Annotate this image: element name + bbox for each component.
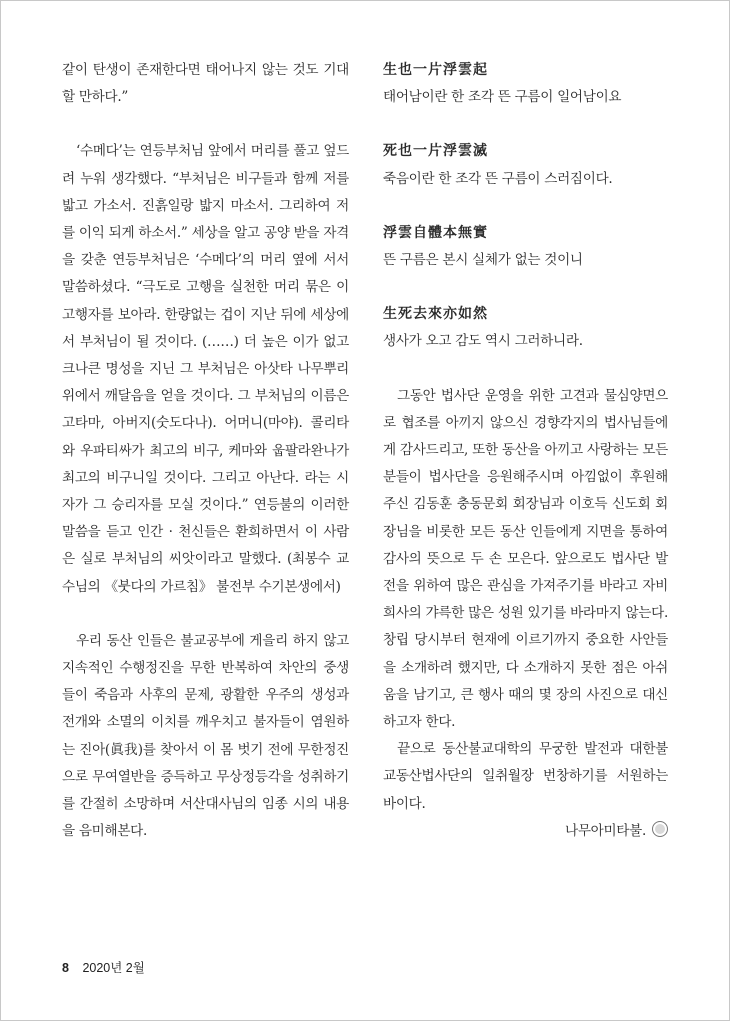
closing-text: 나무아미타불. [564, 822, 646, 839]
poem-korean-line: 뜬 구름은 본시 실체가 없는 것이니 [383, 252, 583, 269]
poem-korean-line: 죽음이란 한 조각 뜬 구름이 스러짐이다. [383, 170, 613, 187]
poem-hanja-line: 死也一片浮雲滅 [383, 143, 488, 160]
paragraph-sumeda-story: ‘수메다’는 연등부처님 앞에서 머리를 풀고 엎드려 누워 생각했다. “부처님은 비구들과 함께 저를 밟고 가소서. 진흙일랑 밟지 마소서. 그리하여 저를 이익 되게 하소서.” 세상을 알고 공양 받을 자격을 갖춘 연등부처님은 ‘수메다’의 머리 옆에 서서 말씀하셨다. “극도로 고행을 실천한 머리 묶은 이 고행자를 보아라. 한량없는 겁이 지난 뒤에 세상에서 부처님이 될 것이다. (……) 더 높은 이가 없고 크나큰 명성을 지닌 그 부처님은 아삿타 나무뿌리 위에서 깨달음을 얻을 것이다. 그 부처님의 이름은 고타마, 아버지(숫도다나). 어머니(마야). 콜리타와 우파티싸가 최고의 비구, 케마와 웁팔라완나가 최고의 비구니일 것이다. 그리고 아난다. 라는 시자가 그 승리자를 모실 것이다.” 연등불의 이러한 말씀을 듣고 인간 · 천신들은 환희하면서 이 사람은 실로 부처님의 씨앗이라고 말했다. (최봉수 교수님의 《붓다의 가르침》 불전부 수기본생에서) [62, 143, 349, 595]
poem-stanza [383, 57, 668, 111]
poem-hanja-line: 生死去來亦如然 [383, 306, 488, 323]
page-number: 8 [62, 961, 69, 975]
issue-date: 2020년 2월 [82, 961, 145, 975]
poem-hanja-line: 浮雲自體本無實 [383, 224, 488, 241]
closing-line [383, 818, 668, 845]
page-footer [62, 958, 145, 976]
paragraph-closing-vow: 끝으로 동산불교대학의 무궁한 발전과 대한불교동산법사단의 일취월장 번창하기를 서원하는 바이다. [383, 741, 668, 812]
poem-stanza [383, 138, 668, 192]
poem-korean-line: 생사가 오고 감도 역시 그러하니라. [383, 333, 583, 350]
poem-korean-line: 태어남이란 한 조각 뜬 구름이 일어남이요 [383, 89, 622, 106]
paragraph-continuation: 같이 탄생이 존재한다면 태어나지 않는 것도 기대할 만하다.” [62, 62, 349, 106]
paragraph-dongsan-practice: 우리 동산 인들은 불교공부에 게을리 하지 않고 지속적인 수행정진을 무한 반복하여 차안의 중생들이 죽음과 사후의 문제, 광활한 우주의 생성과 전개와 소멸의 이치를 깨우치고 불자들이 염원하는 진아(眞我)를 찾아서 이 몸 벗기 전에 무한정진으로 무여열반을 증득하고 무상정등각을 성취하기를 간절히 소망하며 서산대사님의 임종 시의 내용을 음미해본다. [62, 632, 349, 840]
right-column [383, 57, 668, 845]
poem-stanza [383, 301, 668, 355]
poem-stanza [383, 220, 668, 274]
seal-icon [652, 821, 668, 837]
poem-hanja-line: 生也一片浮雲起 [383, 62, 488, 78]
left-column [62, 57, 349, 845]
paragraph-acknowledgement: 그동안 법사단 운영을 위한 고견과 물심양면으로 협조를 아끼지 않으신 경향각지의 법사님들에게 감사드리고, 또한 동산을 아끼고 사랑하는 모든 분들이 법사단을 응원해주시며 아낌없이 후원해주신 김동훈 충동문회 회장님과 이호득 신도회 회장님을 비롯한 모든 동산 인들에게 지면을 통하여 감사의 뜻으로 두 손 모은다. 앞으로도 법사단 발전을 위하여 많은 관심을 가져주기를 바라고 자비희사의 갸륵한 많은 성원 있기를 바라마지 않는다. 창립 당시부터 현재에 이르기까지 중요한 사안들을 소개하려 했지만, 다 소개하지 못한 점은 아쉬움을 남기고, 큰 행사 때의 몇 장의 사진으로 대신하고자 한다. [383, 387, 668, 731]
